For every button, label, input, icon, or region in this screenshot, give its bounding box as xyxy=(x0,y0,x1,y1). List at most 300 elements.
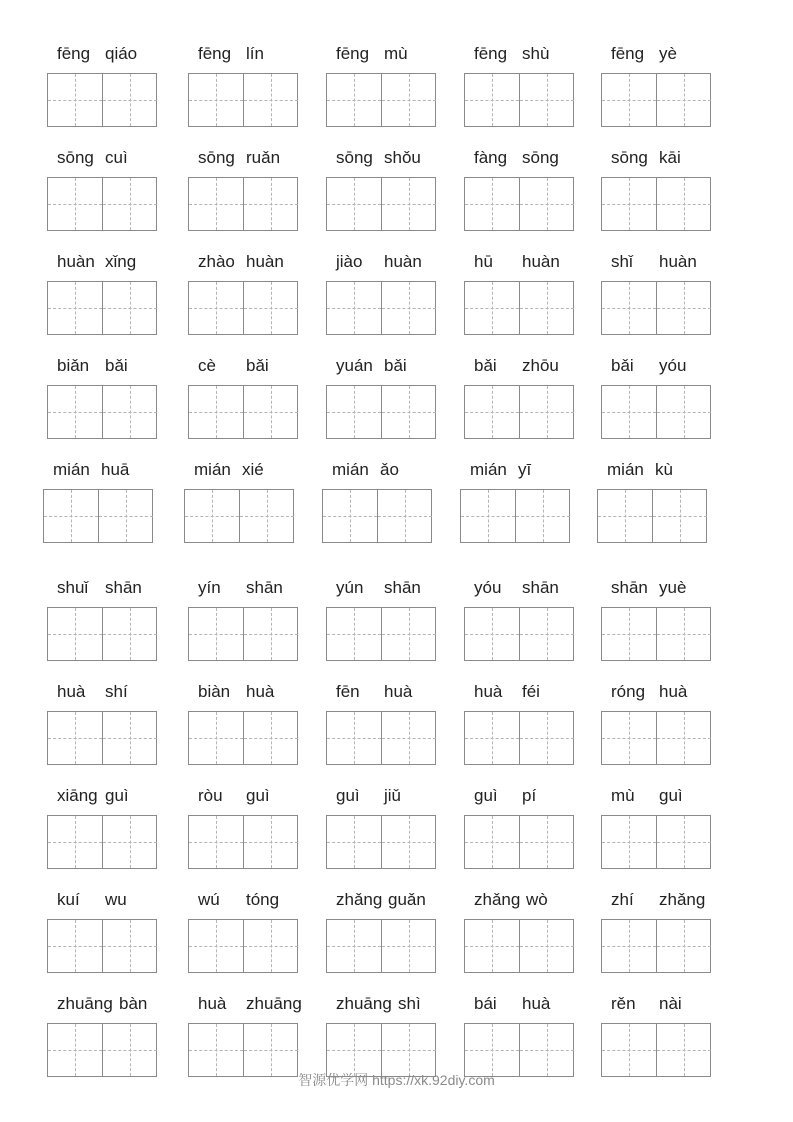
writing-square[interactable] xyxy=(102,712,157,764)
pinyin-syllable: shǒu xyxy=(384,148,421,167)
writing-square[interactable] xyxy=(465,920,519,972)
pinyin-label xyxy=(188,42,304,66)
writing-square[interactable] xyxy=(189,816,243,868)
writing-grid[interactable] xyxy=(601,281,711,335)
pinyin-syllable: huā xyxy=(101,460,130,479)
writing-grid[interactable] xyxy=(464,177,574,231)
writing-grid[interactable] xyxy=(184,489,294,543)
pinyin-syllable: bàn xyxy=(119,994,148,1013)
writing-square[interactable] xyxy=(189,282,243,334)
pinyin-syllable: fēng xyxy=(474,44,508,63)
writing-square[interactable] xyxy=(519,1024,574,1076)
pinyin-label xyxy=(326,354,442,378)
pinyin-syllable: biàn xyxy=(198,682,231,701)
pinyin-syllable: ǎo xyxy=(380,460,399,479)
pinyin-syllable: huàn xyxy=(384,252,422,271)
pinyin-syllable: yuè xyxy=(659,578,687,597)
pinyin-label xyxy=(188,784,304,808)
pinyin-label xyxy=(47,680,163,704)
writing-square[interactable] xyxy=(243,920,298,972)
pinyin-label xyxy=(188,992,304,1016)
writing-grid[interactable] xyxy=(43,489,153,543)
writing-square[interactable] xyxy=(44,490,98,542)
writing-square[interactable] xyxy=(243,282,298,334)
pinyin-syllable: bǎi xyxy=(611,356,634,375)
writing-square[interactable] xyxy=(239,490,294,542)
writing-grid[interactable] xyxy=(188,385,298,439)
writing-square[interactable] xyxy=(243,74,298,126)
word-cell xyxy=(188,576,304,666)
writing-square[interactable] xyxy=(515,490,570,542)
writing-grid[interactable] xyxy=(464,815,574,869)
writing-square[interactable] xyxy=(598,490,652,542)
pinyin-syllable: zhuāng xyxy=(57,994,113,1013)
writing-square[interactable] xyxy=(519,74,574,126)
pinyin-syllable: xié xyxy=(242,460,264,479)
pinyin-syllable: jiǔ xyxy=(384,786,402,805)
pinyin-syllable: zhuāng xyxy=(336,994,392,1013)
footer-watermark: 智源优学网 https://xk.92diy.com xyxy=(298,1072,495,1088)
pinyin-syllable: zhǎng xyxy=(474,890,521,909)
word-cell xyxy=(464,576,580,666)
pinyin-syllable: kuí xyxy=(57,890,80,909)
writing-grid[interactable] xyxy=(47,919,157,973)
writing-grid[interactable] xyxy=(326,711,436,765)
pinyin-syllable: lín xyxy=(246,44,264,63)
pinyin-syllable: guì xyxy=(659,786,683,805)
writing-square[interactable] xyxy=(381,816,436,868)
pinyin-label xyxy=(601,992,717,1016)
pinyin-syllable: zhǎng xyxy=(659,890,706,909)
writing-grid[interactable] xyxy=(464,711,574,765)
writing-square[interactable] xyxy=(102,282,157,334)
writing-grid[interactable] xyxy=(601,919,711,973)
pinyin-syllable: qiáo xyxy=(105,44,138,63)
pinyin-syllable: fēng xyxy=(336,44,370,63)
pinyin-syllable: mù xyxy=(611,786,635,805)
pinyin-syllable: sōng xyxy=(57,148,94,167)
pinyin-label xyxy=(184,458,300,482)
writing-square[interactable] xyxy=(327,74,381,126)
writing-grid[interactable] xyxy=(47,1023,157,1077)
writing-square[interactable] xyxy=(102,920,157,972)
writing-square[interactable] xyxy=(327,178,381,230)
writing-square[interactable] xyxy=(381,712,436,764)
word-cell xyxy=(464,888,580,978)
writing-square[interactable] xyxy=(48,178,102,230)
writing-grid[interactable] xyxy=(464,607,574,661)
writing-square[interactable] xyxy=(656,74,711,126)
pinyin-label xyxy=(188,576,304,600)
writing-square[interactable] xyxy=(656,920,711,972)
writing-square[interactable] xyxy=(656,712,711,764)
writing-square[interactable] xyxy=(48,920,102,972)
pinyin-label xyxy=(464,784,580,808)
pinyin-syllable: huà xyxy=(384,682,413,701)
pinyin-label xyxy=(460,458,576,482)
writing-square[interactable] xyxy=(102,74,157,126)
word-cell xyxy=(464,250,580,340)
word-cell xyxy=(601,250,717,340)
word-cell xyxy=(464,992,580,1082)
pinyin-syllable: shuǐ xyxy=(57,578,89,597)
word-cell xyxy=(601,354,717,444)
word-cell xyxy=(188,784,304,874)
writing-square[interactable] xyxy=(48,712,102,764)
pinyin-label xyxy=(47,784,163,808)
writing-square[interactable] xyxy=(602,920,656,972)
writing-grid[interactable] xyxy=(47,711,157,765)
writing-square[interactable] xyxy=(602,1024,656,1076)
writing-square[interactable] xyxy=(189,386,243,438)
writing-grid[interactable] xyxy=(464,281,574,335)
writing-square[interactable] xyxy=(656,608,711,660)
writing-square[interactable] xyxy=(519,282,574,334)
word-cell xyxy=(188,680,304,770)
worksheet-row xyxy=(0,354,793,444)
pinyin-label xyxy=(326,680,442,704)
writing-square[interactable] xyxy=(189,608,243,660)
writing-square[interactable] xyxy=(465,386,519,438)
writing-grid[interactable] xyxy=(188,607,298,661)
word-cell xyxy=(326,576,442,666)
pinyin-syllable: shān xyxy=(611,578,648,597)
writing-grid[interactable] xyxy=(188,73,298,127)
word-cell xyxy=(597,458,713,548)
pinyin-label xyxy=(326,146,442,170)
word-cell xyxy=(601,146,717,236)
word-cell xyxy=(326,784,442,874)
pinyin-syllable: huà xyxy=(522,994,551,1013)
pinyin-syllable: zhǎng xyxy=(336,890,383,909)
writing-square[interactable] xyxy=(381,178,436,230)
writing-square[interactable] xyxy=(519,816,574,868)
writing-grid[interactable] xyxy=(601,73,711,127)
word-cell xyxy=(188,250,304,340)
word-cell xyxy=(188,146,304,236)
pinyin-syllable: sōng xyxy=(336,148,373,167)
writing-grid[interactable] xyxy=(47,73,157,127)
writing-grid[interactable] xyxy=(464,73,574,127)
pinyin-label xyxy=(326,784,442,808)
pinyin-syllable: ròu xyxy=(198,786,223,805)
worksheet-row xyxy=(0,680,793,770)
writing-square[interactable] xyxy=(243,608,298,660)
writing-square[interactable] xyxy=(102,816,157,868)
writing-square[interactable] xyxy=(465,712,519,764)
writing-grid[interactable] xyxy=(601,607,711,661)
writing-square[interactable] xyxy=(381,920,436,972)
writing-square[interactable] xyxy=(243,816,298,868)
pinyin-label xyxy=(464,680,580,704)
word-cell xyxy=(464,354,580,444)
pinyin-label xyxy=(188,250,304,274)
writing-square[interactable] xyxy=(48,386,102,438)
writing-square[interactable] xyxy=(381,74,436,126)
writing-square[interactable] xyxy=(102,608,157,660)
pinyin-syllable: mián xyxy=(53,460,90,479)
pinyin-syllable: wu xyxy=(105,890,127,909)
word-cell xyxy=(47,576,163,666)
pinyin-syllable: zhuāng xyxy=(246,994,302,1013)
pinyin-syllable: huà xyxy=(246,682,275,701)
pinyin-syllable: tóng xyxy=(246,890,280,909)
writing-grid[interactable] xyxy=(47,607,157,661)
pinyin-label xyxy=(47,992,163,1016)
writing-grid[interactable] xyxy=(601,177,711,231)
writing-grid[interactable] xyxy=(188,177,298,231)
writing-square[interactable] xyxy=(652,490,707,542)
writing-square[interactable] xyxy=(48,282,102,334)
writing-square[interactable] xyxy=(602,712,656,764)
pinyin-syllable: jiào xyxy=(336,252,363,271)
writing-square[interactable] xyxy=(327,816,381,868)
writing-square[interactable] xyxy=(602,386,656,438)
worksheet-row xyxy=(0,42,793,132)
writing-square[interactable] xyxy=(102,1024,157,1076)
writing-square[interactable] xyxy=(243,1024,298,1076)
word-cell xyxy=(188,42,304,132)
writing-square[interactable] xyxy=(102,386,157,438)
writing-grid[interactable] xyxy=(601,1023,711,1077)
word-cell xyxy=(47,146,163,236)
pinyin-syllable: yín xyxy=(198,578,221,597)
pinyin-label xyxy=(326,576,442,600)
pinyin-label xyxy=(326,42,442,66)
worksheet-row xyxy=(0,992,793,1082)
writing-square[interactable] xyxy=(327,608,381,660)
pinyin-syllable: guì xyxy=(474,786,498,805)
writing-grid[interactable] xyxy=(47,177,157,231)
writing-square[interactable] xyxy=(327,1024,381,1076)
writing-grid[interactable] xyxy=(322,489,432,543)
pinyin-label xyxy=(464,888,580,912)
word-cell xyxy=(43,458,159,548)
pinyin-syllable: cuì xyxy=(105,148,128,167)
writing-square[interactable] xyxy=(243,386,298,438)
writing-square[interactable] xyxy=(189,74,243,126)
word-cell xyxy=(188,992,304,1082)
writing-grid[interactable] xyxy=(601,815,711,869)
writing-square[interactable] xyxy=(381,1024,436,1076)
pinyin-label xyxy=(601,888,717,912)
writing-square[interactable] xyxy=(102,178,157,230)
writing-square[interactable] xyxy=(465,816,519,868)
writing-grid[interactable] xyxy=(464,919,574,973)
pinyin-syllable: yóu xyxy=(659,356,687,375)
word-cell xyxy=(326,888,442,978)
pinyin-syllable: huàn xyxy=(659,252,697,271)
pinyin-syllable: wú xyxy=(198,890,220,909)
writing-grid[interactable] xyxy=(326,1023,436,1077)
pinyin-syllable: hū xyxy=(474,252,493,271)
writing-grid[interactable] xyxy=(601,385,711,439)
pinyin-syllable: fēng xyxy=(198,44,232,63)
writing-square[interactable] xyxy=(327,712,381,764)
writing-square[interactable] xyxy=(327,386,381,438)
pinyin-syllable: guì xyxy=(246,786,270,805)
writing-square[interactable] xyxy=(602,178,656,230)
writing-grid[interactable] xyxy=(326,815,436,869)
writing-square[interactable] xyxy=(602,608,656,660)
pinyin-label xyxy=(47,576,163,600)
worksheet-row xyxy=(0,458,793,548)
word-cell xyxy=(47,354,163,444)
word-cell xyxy=(47,784,163,874)
pinyin-label xyxy=(326,992,442,1016)
word-cell xyxy=(464,146,580,236)
pinyin-label xyxy=(464,992,580,1016)
word-cell xyxy=(601,784,717,874)
writing-square[interactable] xyxy=(327,282,381,334)
pinyin-syllable: yún xyxy=(336,578,364,597)
writing-square[interactable] xyxy=(465,1024,519,1076)
writing-square[interactable] xyxy=(48,608,102,660)
pinyin-syllable: rěn xyxy=(611,994,636,1013)
writing-square[interactable] xyxy=(602,74,656,126)
writing-grid[interactable] xyxy=(464,385,574,439)
pinyin-syllable: pí xyxy=(522,786,537,805)
pinyin-syllable: sōng xyxy=(611,148,648,167)
writing-square[interactable] xyxy=(243,712,298,764)
writing-square[interactable] xyxy=(381,386,436,438)
word-cell xyxy=(326,680,442,770)
pinyin-label xyxy=(47,146,163,170)
pinyin-syllable: yuán xyxy=(336,356,373,375)
writing-square[interactable] xyxy=(461,490,515,542)
writing-grid[interactable] xyxy=(188,1023,298,1077)
word-cell xyxy=(601,42,717,132)
writing-square[interactable] xyxy=(98,490,153,542)
writing-square[interactable] xyxy=(48,1024,102,1076)
pinyin-label xyxy=(326,888,442,912)
writing-square[interactable] xyxy=(656,1024,711,1076)
writing-square[interactable] xyxy=(323,490,377,542)
pinyin-syllable: huàn xyxy=(522,252,560,271)
worksheet-row xyxy=(0,146,793,236)
pinyin-syllable: shān xyxy=(522,578,559,597)
pinyin-label xyxy=(43,458,159,482)
writing-grid[interactable] xyxy=(601,711,711,765)
pinyin-label xyxy=(601,42,717,66)
writing-square[interactable] xyxy=(465,74,519,126)
pinyin-label xyxy=(188,888,304,912)
pinyin-syllable: fēng xyxy=(611,44,645,63)
pinyin-syllable: guì xyxy=(105,786,129,805)
writing-grid[interactable] xyxy=(326,73,436,127)
pinyin-syllable: fēng xyxy=(57,44,91,63)
word-cell xyxy=(184,458,300,548)
pinyin-syllable: kù xyxy=(655,460,673,479)
writing-square[interactable] xyxy=(656,816,711,868)
writing-grid[interactable] xyxy=(188,919,298,973)
writing-square[interactable] xyxy=(48,816,102,868)
pinyin-label xyxy=(601,250,717,274)
pinyin-label xyxy=(601,576,717,600)
pinyin-syllable: bǎi xyxy=(384,356,407,375)
pinyin-syllable: bǎi xyxy=(105,356,128,375)
pinyin-syllable: mián xyxy=(332,460,369,479)
pinyin-syllable: guì xyxy=(336,786,360,805)
writing-square[interactable] xyxy=(381,282,436,334)
writing-grid[interactable] xyxy=(47,281,157,335)
writing-square[interactable] xyxy=(656,282,711,334)
writing-square[interactable] xyxy=(519,712,574,764)
writing-grid[interactable] xyxy=(188,281,298,335)
writing-grid[interactable] xyxy=(188,815,298,869)
writing-square[interactable] xyxy=(602,816,656,868)
pinyin-syllable: féi xyxy=(522,682,540,701)
writing-square[interactable] xyxy=(656,178,711,230)
writing-grid[interactable] xyxy=(597,489,707,543)
writing-grid[interactable] xyxy=(326,281,436,335)
word-cell xyxy=(601,576,717,666)
writing-grid[interactable] xyxy=(464,1023,574,1077)
writing-square[interactable] xyxy=(519,920,574,972)
pinyin-syllable: mián xyxy=(194,460,231,479)
writing-square[interactable] xyxy=(185,490,239,542)
writing-grid[interactable] xyxy=(47,815,157,869)
writing-grid[interactable] xyxy=(188,711,298,765)
pinyin-label xyxy=(601,146,717,170)
pinyin-syllable: shān xyxy=(246,578,283,597)
word-cell xyxy=(47,42,163,132)
pinyin-syllable: yè xyxy=(659,44,677,63)
writing-square[interactable] xyxy=(377,490,432,542)
writing-square[interactable] xyxy=(243,178,298,230)
writing-square[interactable] xyxy=(465,282,519,334)
pinyin-syllable: mián xyxy=(607,460,644,479)
pinyin-syllable: sōng xyxy=(522,148,559,167)
pinyin-label xyxy=(464,576,580,600)
writing-grid[interactable] xyxy=(326,919,436,973)
word-cell xyxy=(601,992,717,1082)
writing-square[interactable] xyxy=(602,282,656,334)
writing-square[interactable] xyxy=(189,1024,243,1076)
writing-square[interactable] xyxy=(519,178,574,230)
writing-square[interactable] xyxy=(327,920,381,972)
word-cell xyxy=(47,680,163,770)
pinyin-syllable: cè xyxy=(198,356,216,375)
writing-square[interactable] xyxy=(381,608,436,660)
word-cell xyxy=(326,250,442,340)
writing-square[interactable] xyxy=(48,74,102,126)
word-cell xyxy=(326,992,442,1082)
pinyin-label xyxy=(326,250,442,274)
writing-square[interactable] xyxy=(519,386,574,438)
writing-square[interactable] xyxy=(519,608,574,660)
pinyin-label xyxy=(601,354,717,378)
pinyin-syllable: ruǎn xyxy=(246,148,281,167)
pinyin-label xyxy=(464,42,580,66)
pinyin-syllable: huàn xyxy=(246,252,284,271)
writing-grid[interactable] xyxy=(326,607,436,661)
writing-square[interactable] xyxy=(189,920,243,972)
pinyin-syllable: huà xyxy=(198,994,227,1013)
pinyin-syllable: fēn xyxy=(336,682,360,701)
word-cell xyxy=(188,354,304,444)
writing-grid[interactable] xyxy=(47,385,157,439)
writing-square[interactable] xyxy=(189,178,243,230)
writing-square[interactable] xyxy=(465,178,519,230)
writing-grid[interactable] xyxy=(326,177,436,231)
writing-square[interactable] xyxy=(656,386,711,438)
writing-square[interactable] xyxy=(189,712,243,764)
writing-square[interactable] xyxy=(465,608,519,660)
pinyin-syllable: wò xyxy=(526,890,548,909)
writing-grid[interactable] xyxy=(326,385,436,439)
writing-grid[interactable] xyxy=(460,489,570,543)
